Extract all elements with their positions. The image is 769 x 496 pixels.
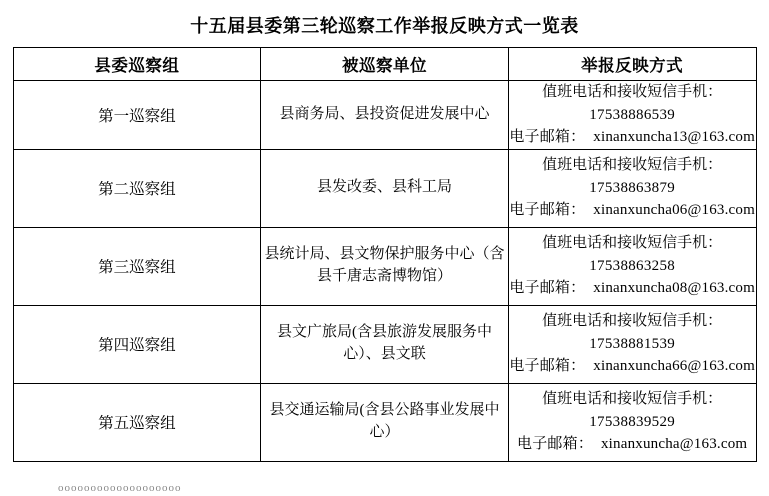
- cell-contact: [508, 227, 756, 305]
- contact-phone-label: 值班电话和接收短信手机：: [542, 391, 723, 408]
- cell-group: 第五巡察组: [13, 383, 261, 461]
- contact-email: [509, 355, 756, 378]
- contact-email: [509, 277, 756, 300]
- contact-email-label: 电子邮箱：: [509, 129, 586, 145]
- contact-email-label: 电子邮箱：: [509, 280, 586, 297]
- cell-group: 第二巡察组: [13, 149, 261, 227]
- contact-email-address: xinanxuncha08@163.com: [593, 280, 755, 297]
- cell-group: 第四巡察组: [13, 305, 261, 383]
- cell-unit: 县商务局、县投资促进发展中心: [261, 81, 509, 150]
- contact-email: [509, 199, 756, 222]
- contact-email: [509, 126, 756, 149]
- contact-email-address: xinanxuncha06@163.com: [593, 202, 755, 219]
- report-table: [13, 47, 757, 462]
- contact-email-label: 电子邮箱：: [517, 436, 594, 453]
- contact-email-label: 电子邮箱：: [509, 202, 586, 219]
- contact-email-address: xinanxuncha13@163.com: [593, 129, 755, 145]
- contact-phone: 17538886539: [589, 106, 676, 123]
- page-title: 十五届县委第三轮巡察工作举报反映方式一览表: [190, 16, 579, 36]
- cell-unit: 县统计局、县文物保护服务中心（含县千唐志斋博物馆）: [261, 227, 509, 305]
- column-header-contact: 举报反映方式: [508, 48, 756, 81]
- column-header-group: 县委巡察组: [13, 48, 261, 81]
- cell-group: 第一巡察组: [13, 81, 261, 150]
- cell-contact: [508, 81, 756, 150]
- contact-email: [509, 433, 756, 456]
- table-row: [13, 305, 756, 383]
- cell-group: 第三巡察组: [13, 227, 261, 305]
- contact-phone-label: 值班电话和接收短信手机：: [542, 313, 723, 330]
- table-row: [13, 81, 756, 150]
- contact-phone: 17538863879: [589, 179, 676, 196]
- contact-phone-label: 值班电话和接收短信手机：: [542, 157, 723, 174]
- contact-email-label: 电子邮箱：: [509, 358, 586, 375]
- cell-unit: 县交通运输局(含县公路事业发展中心）: [261, 383, 509, 461]
- contact-phone-label: 值班电话和接收短信手机：: [542, 84, 723, 100]
- table-row: [13, 383, 756, 461]
- table-row: [13, 149, 756, 227]
- contact-email-address: xinanxuncha@163.com: [600, 436, 748, 453]
- contact-email-address: xinanxuncha66@163.com: [593, 358, 755, 375]
- table-header-row: [13, 48, 756, 81]
- cell-contact: [508, 149, 756, 227]
- contact-phone: 17538863258: [589, 257, 676, 274]
- contact-phone: 17538839529: [589, 413, 676, 430]
- contact-phone: 17538881539: [589, 335, 676, 352]
- cell-contact: [508, 383, 756, 461]
- table-row: [13, 227, 756, 305]
- cell-unit: 县文广旅局(含县旅游发展服务中心）、县文联: [261, 305, 509, 383]
- cell-contact: [508, 305, 756, 383]
- contact-phone-label: 值班电话和接收短信手机：: [542, 235, 723, 252]
- cell-unit: 县发改委、县科工局: [261, 149, 509, 227]
- column-header-unit: 被巡察单位: [261, 48, 509, 81]
- footer-marks: ooooooooooooooooooo: [58, 482, 182, 494]
